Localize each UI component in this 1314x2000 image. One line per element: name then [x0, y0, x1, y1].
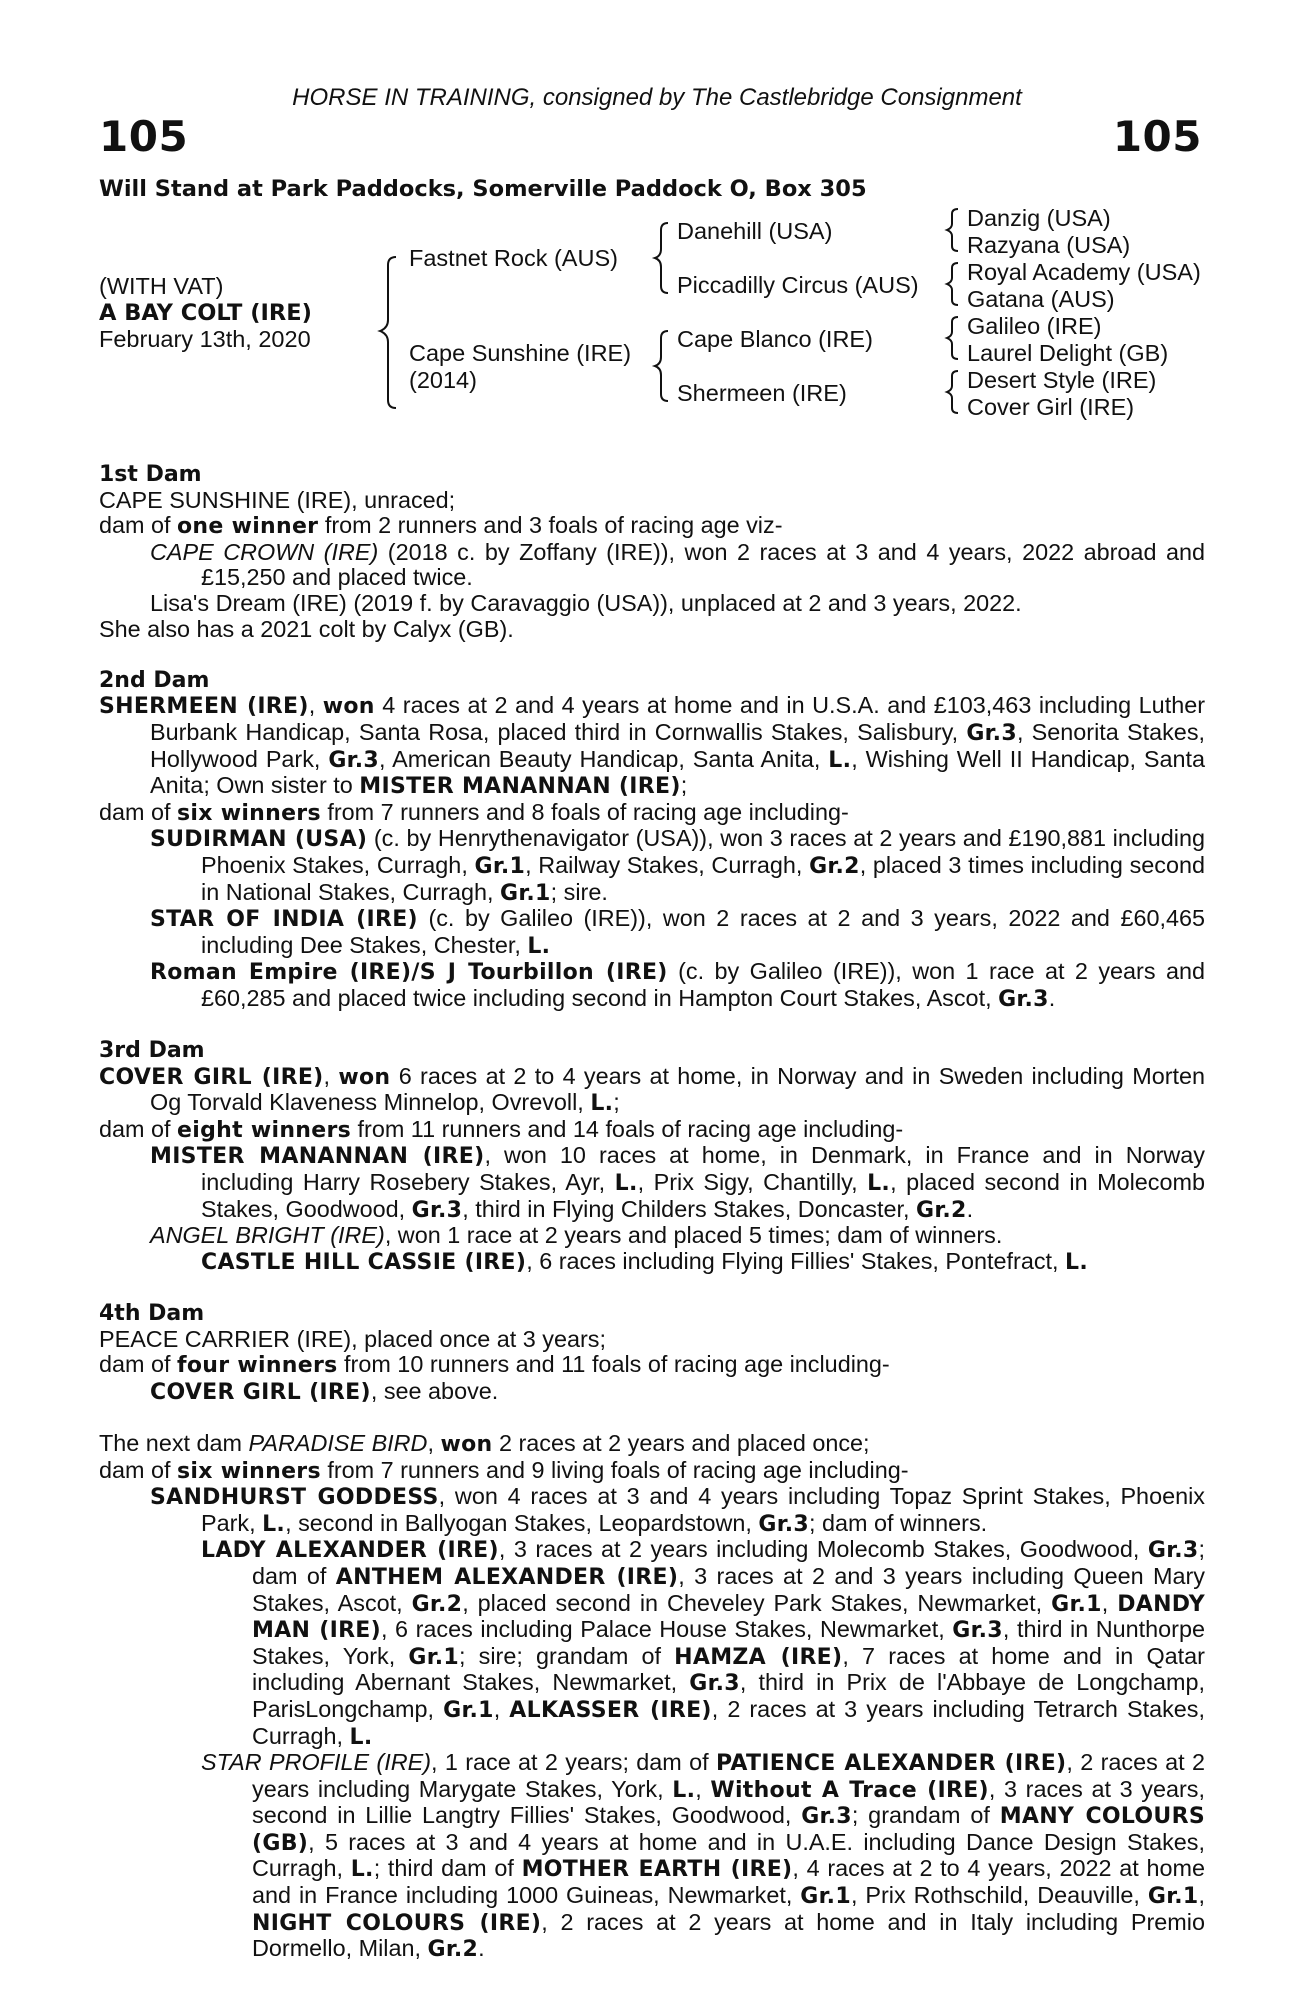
pedigree-brace-g3b: [947, 263, 958, 305]
third-dam-section: [99, 1038, 1205, 1275]
pedigree-gen3-5: Galileo (IRE): [967, 313, 1102, 339]
second-dam-record: SHERMEEN (IRE), won 4 races at 2 and 4 years at home and in U.S.A. and £103,463 including Luther Burbank Handicap, Santa Rosa, placed third in Cornwallis Stakes, Salisbury, Gr.3, Senorita Stakes, Hollywood Park, Gr.3, American Beauty Handicap, Santa Anita, L., Wishing Well II Handicap, Santa Anita; Own sister to MISTER MANANNAN (IRE);: [99, 692, 1206, 800]
third-dam-record: COVER GIRL (IRE), won 6 races at 2 to 4 years at home, in Norway and in Sweden including Morten Og Torvald Klaveness Minnelop, Ovrevoll, L.;: [99, 1062, 1206, 1117]
first-dam-foal-2: Lisa's Dream (IRE) (2019 f. by Caravaggio (USA)), unplaced at 2 and 3 years, 2022.: [150, 589, 1022, 616]
second-dam-produce-summary: dam of six winners from 7 runners and 8 foals of racing age including-: [99, 798, 849, 826]
pedigree-brace-sire: [655, 223, 668, 293]
consignor-line: HORSE IN TRAINING, consigned by The Castlebridge Consignment: [292, 84, 1022, 111]
lot-number-left: 105: [99, 112, 189, 161]
pedigree-dam-dam: Shermeen (IRE): [677, 380, 847, 406]
pedigree-brace-g3a: [947, 209, 958, 251]
fourth-dam-section: [99, 1301, 1205, 1405]
first-dam-heading: 1st Dam: [99, 462, 202, 487]
pedigree-brace-g3d: [947, 371, 958, 413]
second-dam-foal-2: STAR OF INDIA (IRE) (c. by Galileo (IRE)), won 2 races at 2 and 3 years, 2022 and £60,465 including Dee Stakes, Chester, L.: [150, 905, 1206, 959]
pedigree-sire-dam: Piccadilly Circus (AUS): [677, 272, 919, 298]
vat-note: (WITH VAT): [99, 273, 224, 299]
pedigree-gen3-3: Royal Academy (USA): [967, 259, 1201, 285]
next-dam-foal-1: SANDHURST GODDESS, won 4 races at 3 and 4 years including Topaz Sprint Stakes, Phoenix Park, L., second in Ballyogan Stakes, Leopardstown, Gr.3; dam of winners.: [150, 1483, 1205, 1537]
first-dam-produce-summary: dam of one winner from 2 runners and 3 foals of racing age viz-: [99, 512, 783, 540]
second-dam-foal-3: Roman Empire (IRE)/S J Tourbillon (IRE) (c. by Galileo (IRE)), won 1 race at 2 years and £60,285 and placed twice including second in Hampton Court Stakes, Ascot, Gr.3.: [150, 958, 1205, 1012]
pedigree-gen3-8: Cover Girl (IRE): [967, 394, 1135, 420]
fourth-dam-heading: 4th Dam: [99, 1301, 205, 1326]
pedigree-brace-dam: [655, 331, 668, 401]
foaling-date: February 13th, 2020: [99, 326, 311, 352]
second-dam-foal-1: SUDIRMAN (USA) (c. by Henrythenavigator (USA)), won 3 races at 2 years and £190,881 including Phoenix Stakes, Curragh, Gr.1, Railway Stakes, Curragh, Gr.2, placed 3 times including second in National Stakes, Curragh, Gr.1; sire.: [150, 825, 1205, 906]
lot-horse-name: A BAY COLT (IRE): [99, 300, 312, 326]
first-dam-line: CAPE SUNSHINE (IRE), unraced;: [99, 486, 456, 513]
third-dam-foal-1: MISTER MANANNAN (IRE), won 10 races at home, in Denmark, in France and in Norway including Harry Rosebery Stakes, Ayr, L., Prix Sigy, Chantilly, L., placed second in Molecomb Stakes, Goodwood, Gr.3, third in Flying Childers Stakes, Doncaster, Gr.2.: [150, 1142, 1205, 1223]
pedigree-dam: Cape Sunshine (IRE): [409, 340, 632, 366]
pedigree-gen3-4: Gatana (AUS): [967, 286, 1115, 312]
pedigree-brace-main: [380, 257, 396, 408]
pedigree-braces: [0, 0, 1314, 460]
pedigree-gen3-7: Desert Style (IRE): [967, 367, 1157, 393]
third-dam-heading: 3rd Dam: [99, 1038, 205, 1064]
stand-location: Will Stand at Park Paddocks, Somerville Paddock O, Box 305: [99, 176, 867, 202]
third-dam-grandfoal-1: CASTLE HILL CASSIE (IRE), 6 races including Flying Fillies' Stakes, Pontefract, L.: [201, 1247, 1089, 1275]
pedigree-gen3-6: Laurel Delight (GB): [967, 340, 1169, 366]
fourth-dam-produce-summary: dam of four winners from 10 runners and 11 foals of racing age including-: [99, 1351, 890, 1379]
pedigree-gen3-1: Danzig (USA): [967, 205, 1111, 231]
next-dam-grandfoal-2: STAR PROFILE (IRE), 1 race at 2 years; dam of PATIENCE ALEXANDER (IRE), 2 races at 2 years including Marygate Stakes, York, L., Without A Trace (IRE), 3 races at 3 years, second in Lillie Langtry Fillies' Stakes, Goodwood, Gr.3; grandam of MANY COLOURS (GB), 5 races at 3 and 4 years at home and in U.A.E. including Dance Design Stakes, Curragh, L.; third dam of MOTHER EARTH (IRE), 4 races at 2 to 4 years, 2022 at home and in France including 1000 Guineas, Newmarket, Gr.1, Prix Rothschild, Deauville, Gr.1, NIGHT COLOURS (IRE), 2 races at 2 years at home and in Italy including Premio Dormello, Milan, Gr.2.: [201, 1749, 1205, 1963]
pedigree-sire-sire: Danehill (USA): [677, 218, 833, 244]
second-dam-heading: 2nd Dam: [99, 667, 210, 693]
first-dam-note: She also has a 2021 colt by Calyx (GB).: [99, 615, 514, 642]
third-dam-produce-summary: dam of eight winners from 11 runners and 14 foals of racing age including-: [99, 1115, 904, 1143]
third-dam-foal-2: ANGEL BRIGHT (IRE), won 1 race at 2 years and placed 5 times; dam of winners.: [150, 1222, 1003, 1249]
pedigree-sire: Fastnet Rock (AUS): [409, 245, 618, 271]
produce-record: [99, 462, 1205, 1963]
second-dam-section: [99, 668, 1205, 1013]
next-dam-record: The next dam PARADISE BIRD, won 2 races at 2 years and placed once;: [99, 1429, 870, 1457]
first-dam-foal-1: CAPE CROWN (IRE) (2018 c. by Zoffany (IRE)), won 2 races at 3 and 4 years, 2022 abroad and £15,250 and placed twice.: [150, 538, 1205, 591]
pedigree-dam-sire: Cape Blanco (IRE): [677, 326, 873, 352]
lot-number-right: 105: [1112, 112, 1202, 161]
next-dam-grandfoal-1: LADY ALEXANDER (IRE), 3 races at 2 years including Molecomb Stakes, Goodwood, Gr.3; dam of ANTHEM ALEXANDER (IRE), 3 races at 2 and 3 years including Queen Mary Stakes, Ascot, Gr.2, placed second in Cheveley Park Stakes, Newmarket, Gr.1, DANDY MAN (IRE), 6 races including Palace House Stakes, Newmarket, Gr.3, third in Nunthorpe Stakes, York, Gr.1; sire; grandam of HAMZA (IRE), 7 races at home and in Qatar including Abernant Stakes, Newmarket, Gr.3, third in Prix de l'Abbaye de Longchamp, ParisLongchamp, Gr.1, ALKASSER (IRE), 2 races at 3 years including Tetrarch Stakes, Curragh, L.: [201, 1536, 1206, 1750]
fourth-dam-record: PEACE CARRIER (IRE), placed once at 3 years;: [99, 1325, 606, 1352]
pedigree-dam-year: (2014): [409, 367, 477, 393]
next-dam-produce-summary: dam of six winners from 7 runners and 9 living foals of racing age including-: [99, 1456, 909, 1484]
first-dam-section: [99, 462, 1205, 642]
fourth-dam-foal-1: COVER GIRL (IRE), see above.: [150, 1377, 499, 1405]
pedigree-gen3-2: Razyana (USA): [967, 232, 1131, 258]
next-dam-section: [99, 1431, 1205, 1963]
pedigree-brace-g3c: [947, 317, 958, 359]
